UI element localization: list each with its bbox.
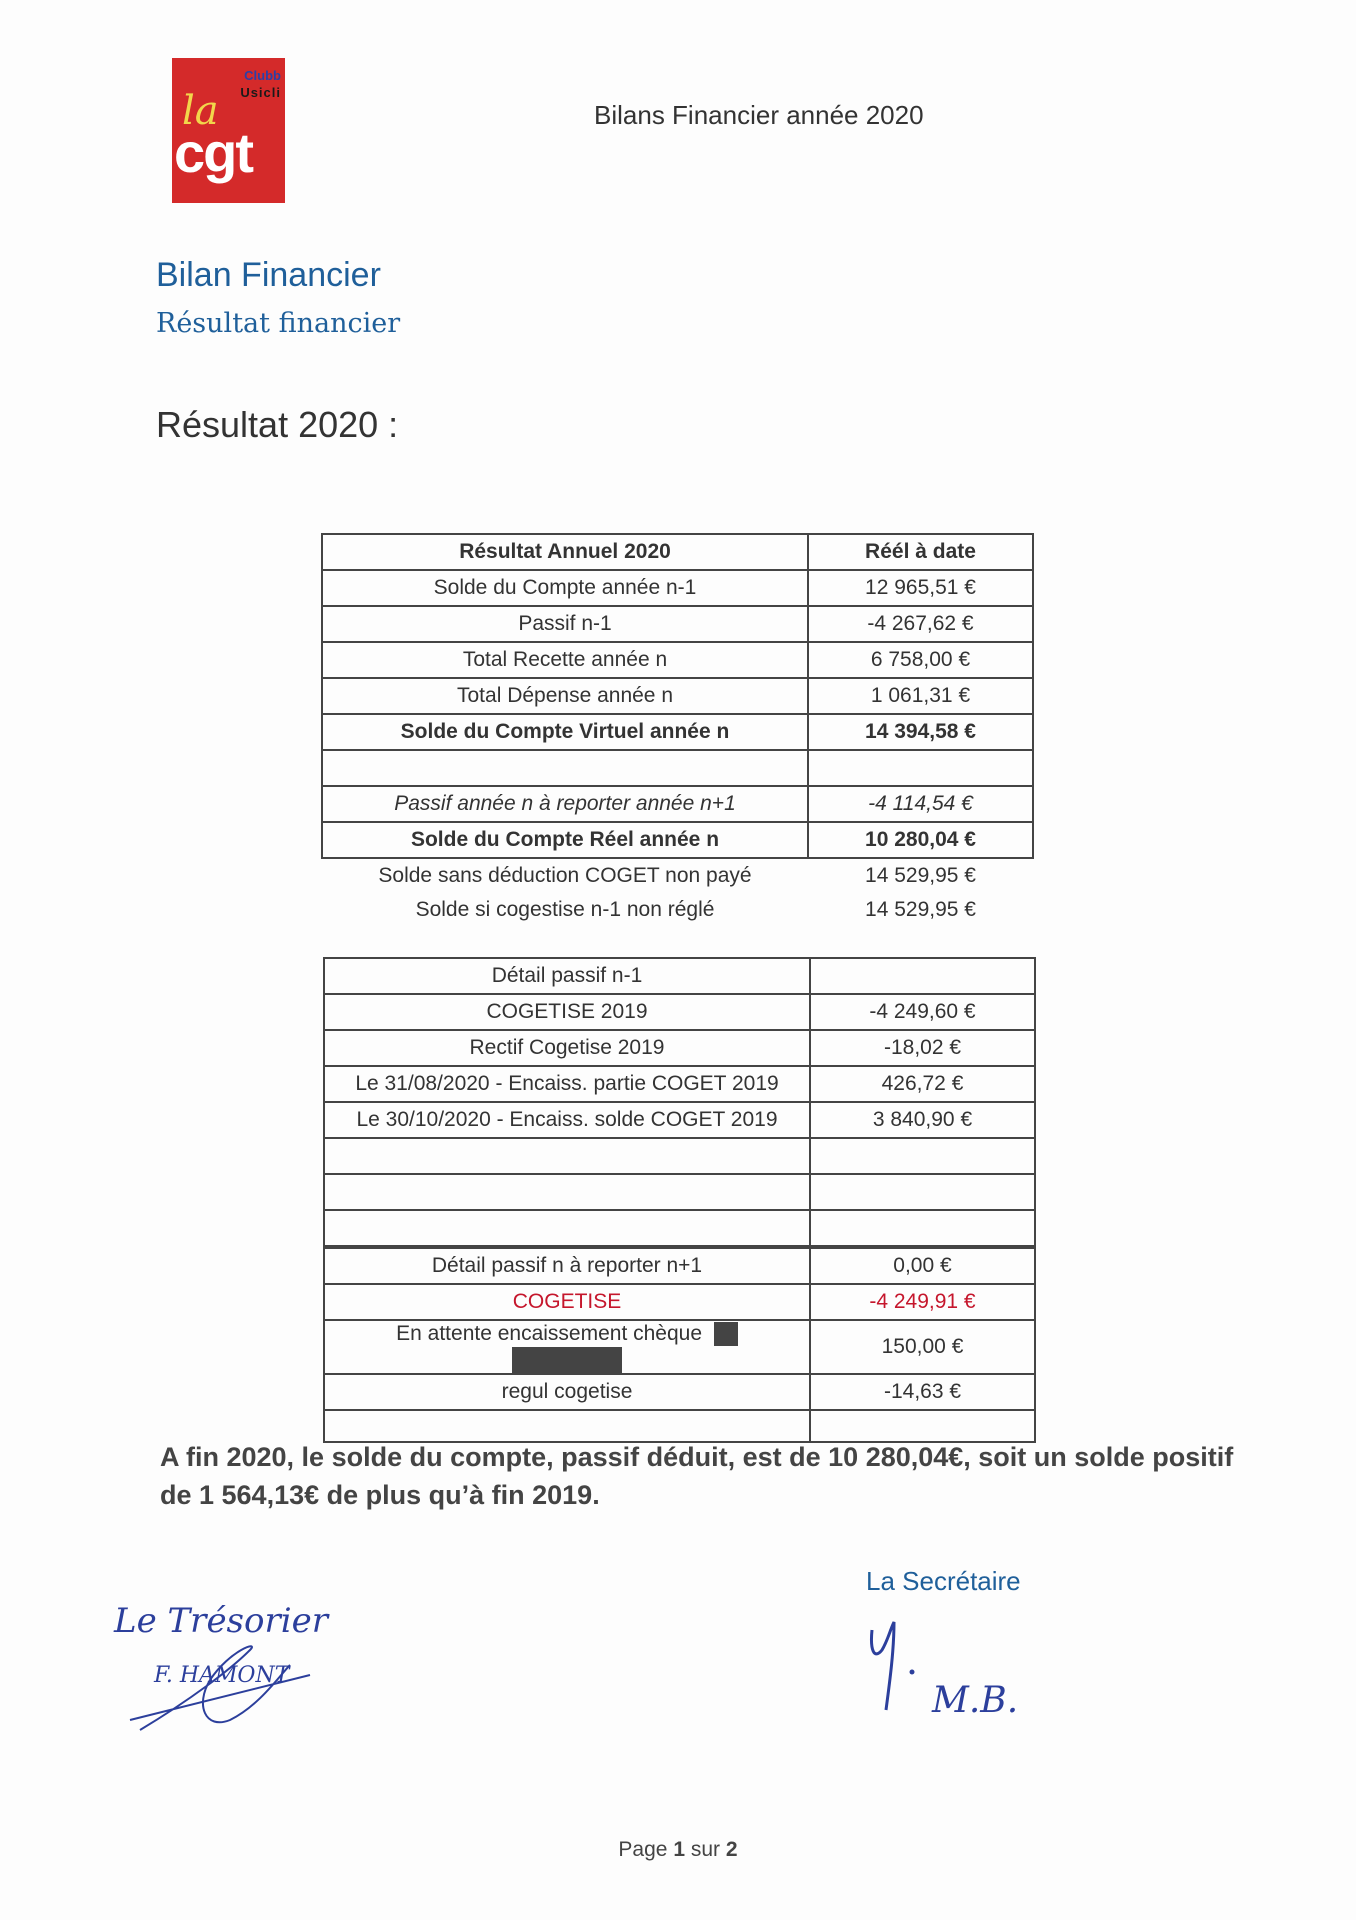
table-row — [324, 1030, 1035, 1066]
row-value: 14 529,95 € — [865, 864, 976, 887]
table-row — [324, 1066, 1035, 1102]
row-label: Solde du Compte année n-1 — [322, 570, 808, 606]
table-header-row — [322, 534, 1033, 570]
annual-result-table — [321, 533, 1034, 927]
table-row — [322, 606, 1033, 642]
table-row — [324, 1284, 1035, 1320]
table-empty-row — [324, 1210, 1035, 1247]
empty-cell — [322, 750, 808, 786]
row-label: Total Recette année n — [322, 642, 808, 678]
table-empty-row — [324, 1138, 1035, 1174]
row-label: Solde du Compte Virtuel année n — [322, 714, 808, 750]
secretary-signature — [860, 1600, 1060, 1730]
signature-dot — [910, 1670, 915, 1675]
liability-detail-table — [323, 957, 1036, 1443]
footer-prefix: Page — [618, 1838, 668, 1861]
row-label: En attente encaissement chèque — [396, 1322, 703, 1345]
signature-name: F. HAMONT — [154, 1663, 290, 1688]
row-value: -14,63 € — [810, 1374, 1035, 1410]
row-label: Passif n-1 — [322, 606, 808, 642]
row-label: Solde du Compte Réel année n — [322, 822, 808, 858]
row-value: 10 280,04 € — [808, 822, 1033, 858]
row-value: 6 758,00 € — [808, 642, 1033, 678]
row-value: 12 965,51 € — [808, 570, 1033, 606]
table-header-label: Résultat Annuel 2020 — [322, 534, 808, 570]
secretary-label: La Secrétaire — [866, 1566, 1021, 1596]
cgt-logo — [172, 58, 285, 203]
row-label: Passif année n à reporter année n+1 — [322, 786, 808, 822]
empty-cell — [810, 1174, 1035, 1210]
row-label: COGETISE 2019 — [324, 994, 810, 1030]
row-value — [810, 958, 1035, 994]
row-value: -4 249,60 € — [810, 994, 1035, 1030]
empty-cell — [810, 1138, 1035, 1174]
row-label: Le 30/10/2020 - Encaiss. solde COGET 2019 — [324, 1102, 810, 1138]
row-value: -4 249,91 € — [810, 1284, 1035, 1320]
row-value: 14 394,58 € — [808, 714, 1033, 750]
table-row — [324, 958, 1035, 994]
table-row — [324, 994, 1035, 1030]
table-row — [322, 642, 1033, 678]
footer-page: 1 — [673, 1838, 685, 1861]
table-row — [324, 1102, 1035, 1138]
table-row — [324, 1247, 1035, 1284]
row-label-cell — [324, 1320, 810, 1374]
table-row — [322, 786, 1033, 822]
row-label: COGETISE — [324, 1284, 810, 1320]
section-title: Bilan Financier — [156, 256, 381, 294]
table-row — [324, 1374, 1035, 1410]
redaction-block — [512, 1347, 622, 1373]
table-row — [322, 858, 1033, 893]
logo-top-text: Clubb — [244, 68, 281, 83]
row-label: Détail passif n-1 — [324, 958, 810, 994]
row-label: Solde sans déduction COGET non payé — [378, 864, 752, 887]
empty-cell — [810, 1210, 1035, 1247]
row-value: -4 267,62 € — [808, 606, 1033, 642]
row-value: -4 114,54 € — [808, 786, 1033, 822]
footer-total: 2 — [725, 1838, 738, 1861]
row-value: 3 840,90 € — [810, 1102, 1035, 1138]
table-row — [322, 678, 1033, 714]
signature-initials: M.B. — [932, 1680, 1019, 1721]
row-value: 1 061,31 € — [808, 678, 1033, 714]
row-label: regul cogetise — [324, 1374, 810, 1410]
row-value: 150,00 € — [810, 1320, 1035, 1374]
row-value: 0,00 € — [810, 1247, 1035, 1284]
row-value: -18,02 € — [810, 1030, 1035, 1066]
row-label: Total Dépense année n — [322, 678, 808, 714]
redaction-block — [714, 1322, 738, 1346]
empty-cell — [324, 1138, 810, 1174]
footer-sep: sur — [690, 1838, 721, 1861]
result-heading: Résultat 2020 : — [156, 404, 399, 445]
signature-stroke — [130, 1646, 310, 1730]
table-empty-row — [324, 1174, 1035, 1210]
row-label: Détail passif n à reporter n+1 — [324, 1247, 810, 1284]
row-label: Solde si cogestise n-1 non réglé — [415, 898, 715, 921]
row-label: Le 31/08/2020 - Encaiss. partie COGET 2019 — [324, 1066, 810, 1102]
row-value: 14 529,95 € — [865, 898, 976, 921]
logo-brand-text: cgt — [174, 121, 252, 184]
logo-mid-text: Usicli — [240, 85, 281, 100]
row-label: Rectif Cogetise 2019 — [324, 1030, 810, 1066]
empty-cell — [808, 750, 1033, 786]
tresorier-signature — [110, 1580, 350, 1750]
section-subtitle: Résultat financier — [156, 308, 401, 339]
table-empty-row — [322, 750, 1033, 786]
table-row — [322, 822, 1033, 858]
empty-cell — [324, 1210, 810, 1247]
signature-title: Le Trésorier — [114, 1601, 328, 1641]
table-row — [322, 714, 1033, 750]
signature-stroke — [871, 1622, 894, 1710]
page-footer — [0, 1838, 1356, 1862]
empty-cell — [324, 1174, 810, 1210]
row-value: 426,72 € — [810, 1066, 1035, 1102]
header-title: Bilans Financier année 2020 — [594, 100, 924, 130]
conclusion-text: A fin 2020, le solde du compte, passif déduit, est de 10 280,04€, soit un solde positif de 1 564,13€ de plus qu’à fin 2019. — [160, 1442, 1234, 1510]
logo-la-text: la — [182, 88, 219, 134]
table-row — [322, 893, 1033, 927]
table-row — [324, 1320, 1035, 1374]
table-row — [322, 570, 1033, 606]
table-header-value: Réél à date — [808, 534, 1033, 570]
